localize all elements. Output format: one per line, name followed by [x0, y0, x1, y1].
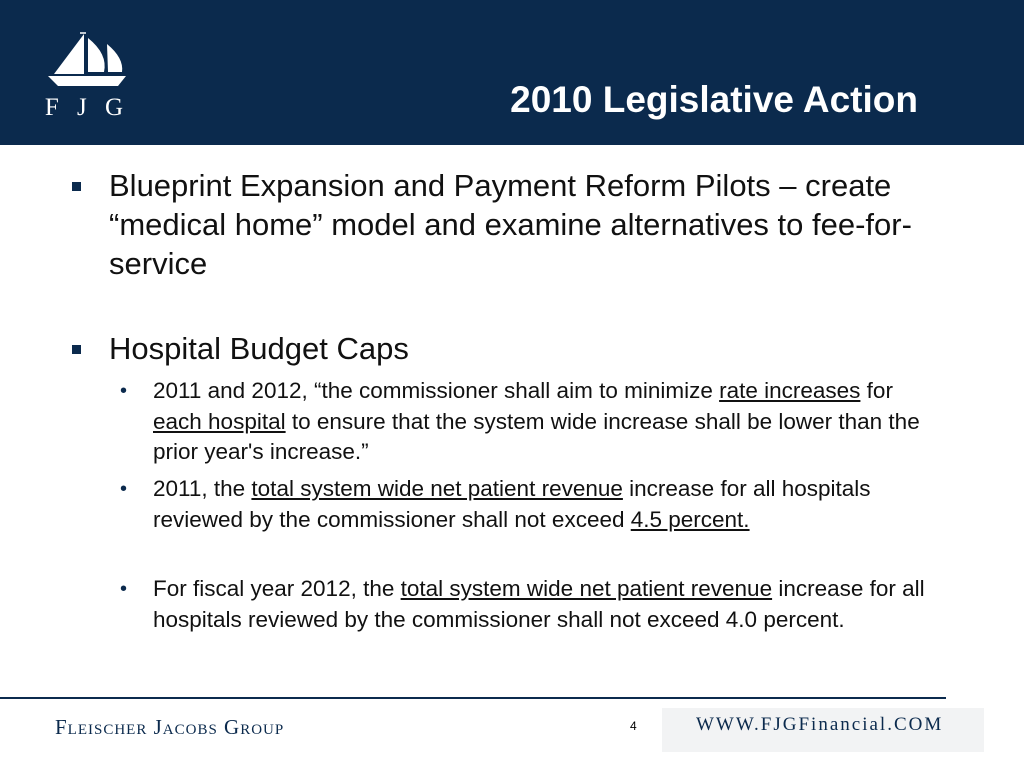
text-run: 2011, the [153, 476, 252, 501]
underlined-text: total system wide net patient revenue [251, 476, 623, 501]
square-bullet-icon [72, 182, 81, 191]
website-text: WWW.FJGFinancial.COM [696, 714, 944, 735]
fjg-logo [44, 32, 130, 128]
bullet-hospital-budget-caps: Hospital Budget Caps [109, 331, 409, 366]
underlined-text: each hospital [153, 408, 286, 434]
bullet-blueprint: Blueprint Expansion and Payment Reform Pilots – create “medical home” model and examine alternatives to fee-for-service [109, 168, 912, 281]
text-run: increase for all hospitals reviewed by the commissioner shall not exceed 4.0 percent. [153, 576, 925, 632]
round-bullet-icon: • [120, 380, 128, 402]
slide-title: 2010 Legislative Action [510, 79, 918, 120]
footer-divider [0, 697, 946, 699]
sub-bullet-2011 [153, 474, 943, 535]
round-bullet-icon: • [120, 478, 128, 500]
page-number: 4 [630, 719, 637, 733]
slide-header [0, 0, 1024, 145]
text-run: increase for all hospitals reviewed by the commissioner shall not exceed [153, 476, 871, 532]
round-bullet-icon: • [120, 578, 128, 600]
sub-bullet-fiscal-2012 [153, 574, 943, 635]
text-run: 2011 and 2012, “the commissioner shall aim to minimize [153, 378, 720, 403]
underlined-text: total system wide net patient revenue [400, 576, 773, 601]
sub-bullet-2011-2012 [153, 376, 943, 468]
logo-text: F J G [44, 94, 130, 121]
company-name: Fleischer Jacobs Group [55, 715, 285, 739]
text-run: to ensure that the system wide increase shall be lower than the prior year's increase.” [153, 408, 920, 464]
square-bullet-icon [72, 345, 81, 354]
website-box [662, 708, 984, 752]
text-run: for [860, 378, 893, 403]
text-run: For fiscal year 2012, the [153, 576, 401, 601]
underlined-text: rate increases [719, 378, 861, 403]
sailboat-icon [44, 32, 130, 94]
underlined-text: 4.5 percent. [630, 506, 750, 532]
